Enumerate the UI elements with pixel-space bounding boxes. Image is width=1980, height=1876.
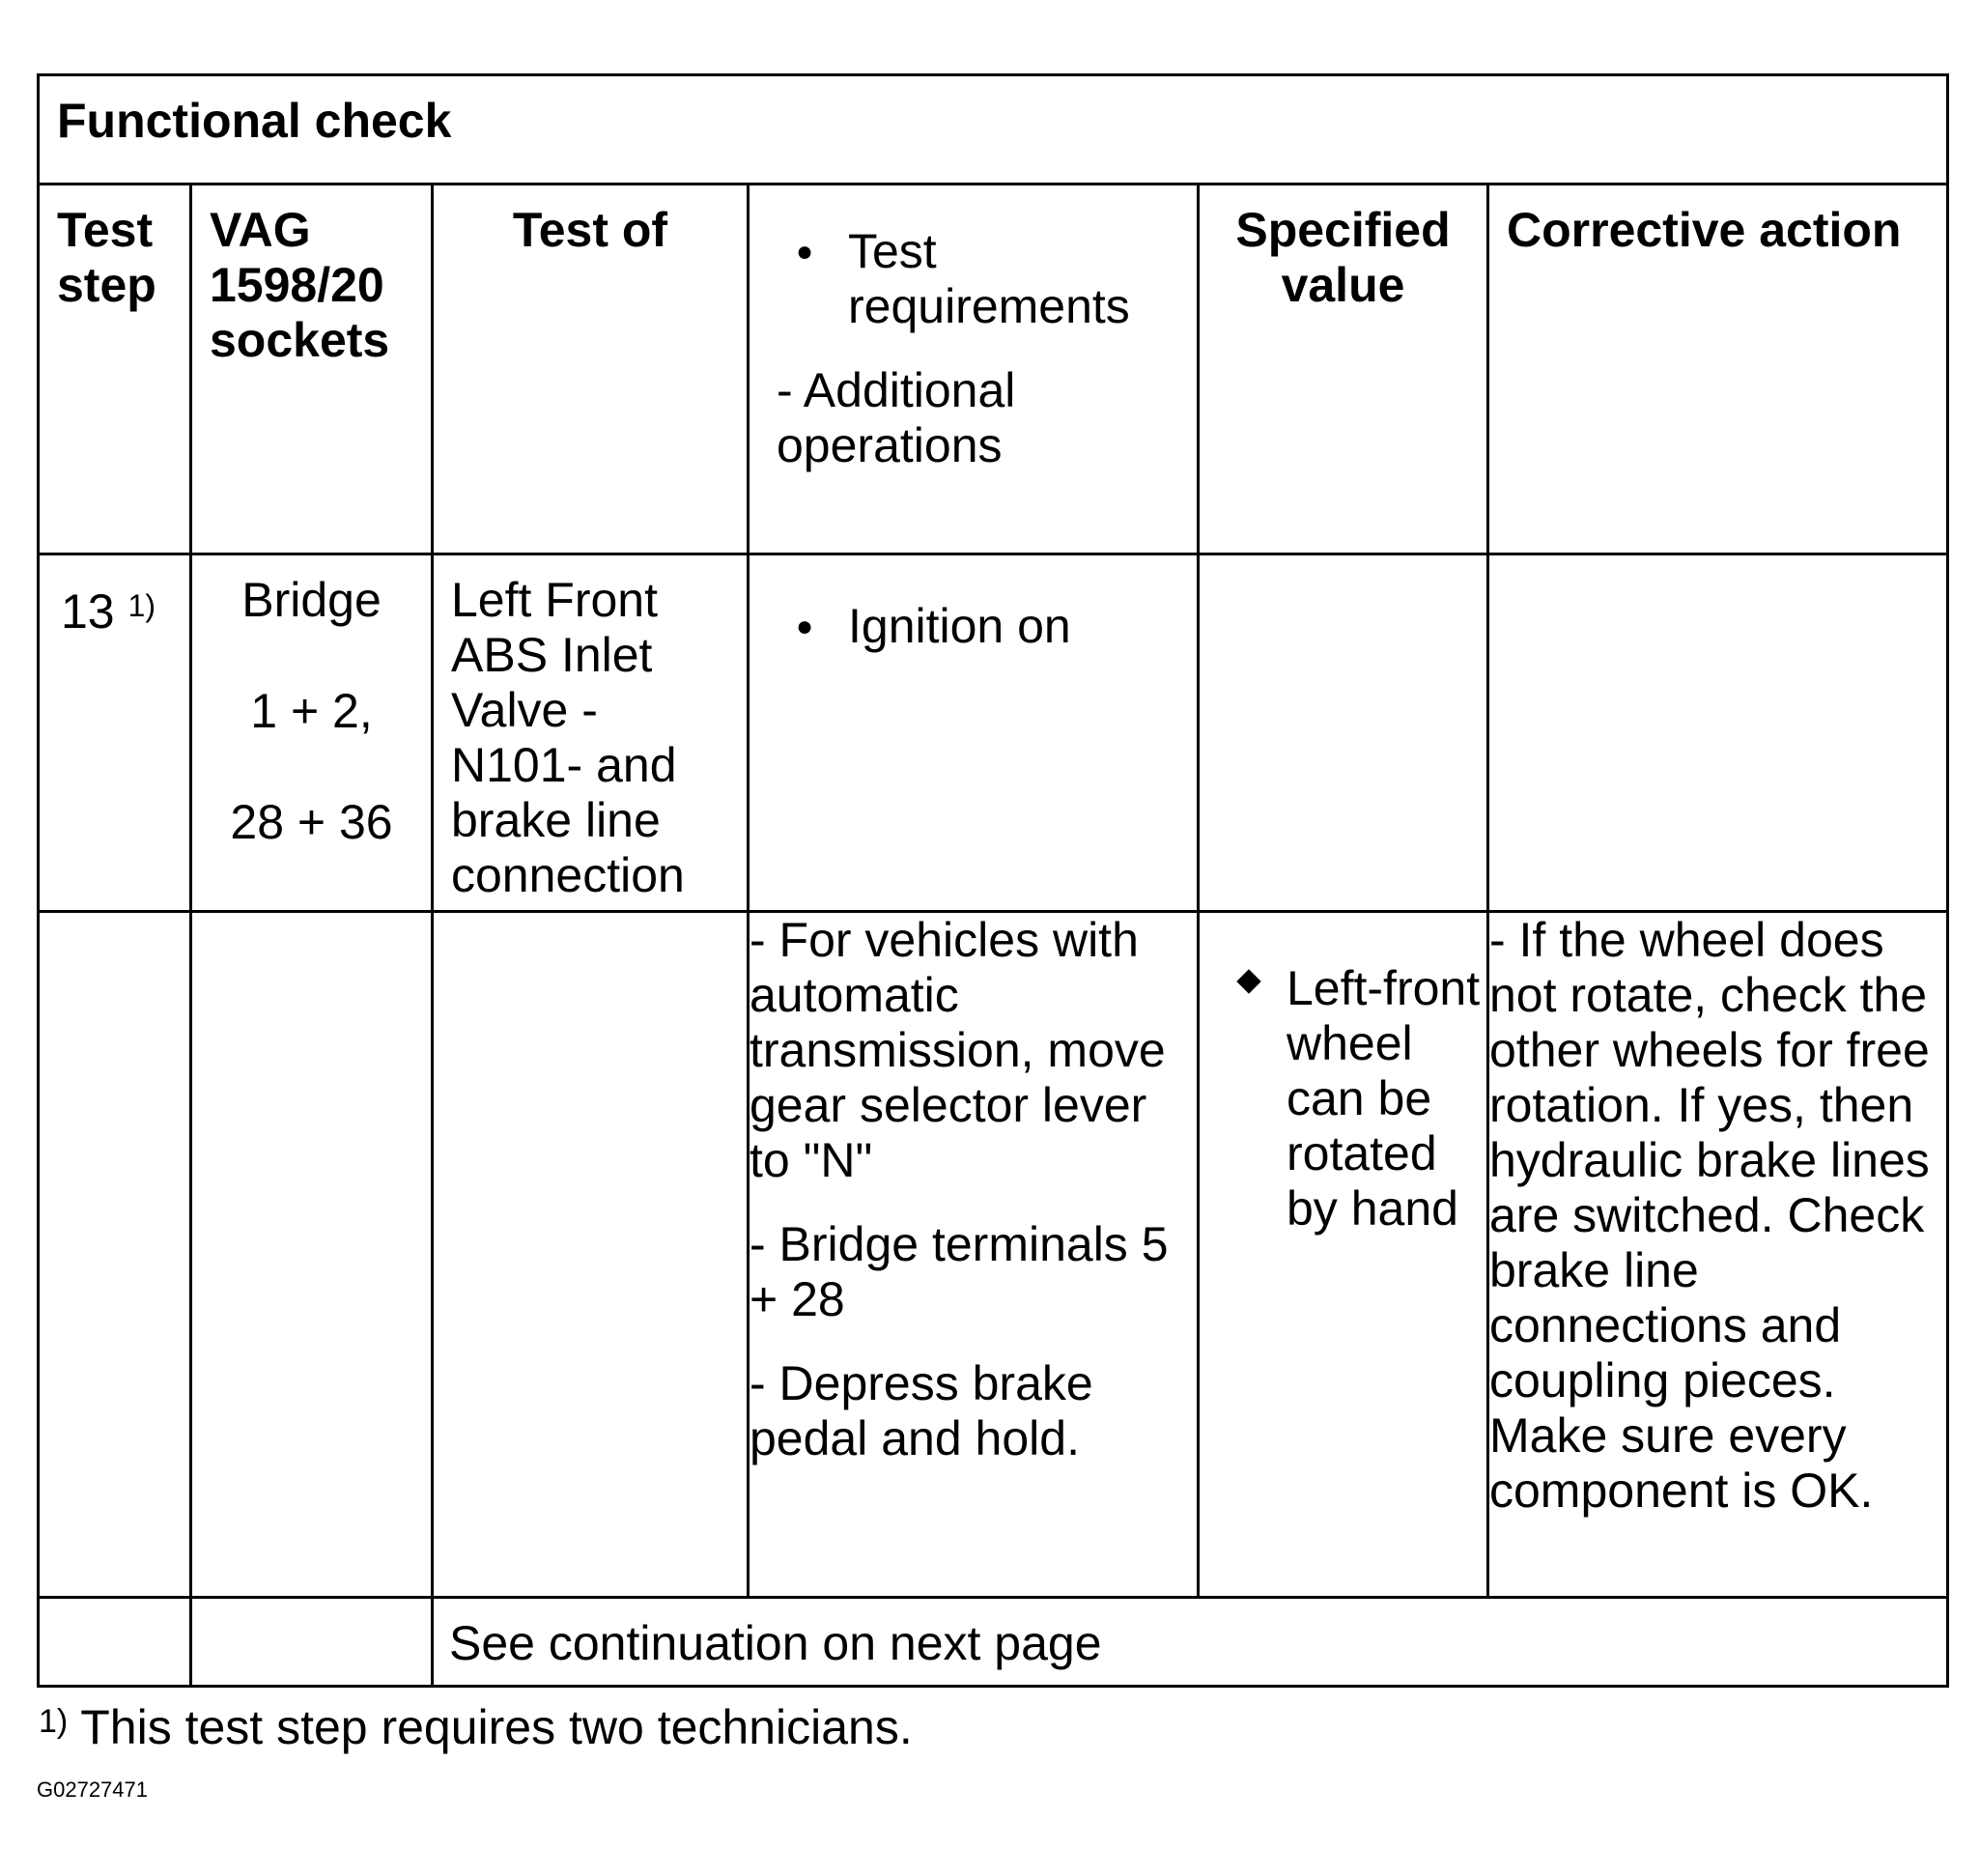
requirements-cell: ● Ignition on <box>749 554 1199 912</box>
sockets-cell: Bridge 1 + 2, 28 + 36 <box>191 554 433 912</box>
footnote-marker: 1) <box>127 588 156 623</box>
table-row <box>39 1598 1948 1687</box>
footnote-text: This test step requires two technicians. <box>80 1700 913 1754</box>
header-row <box>39 185 1948 554</box>
corrective-action-cell: - If the wheel does not rotate, check the other wheels for free rotation. If yes, then hydraulic brake lines are switched. Check brake line connections and coupling pieces. Make sure every component is OK. <box>1488 912 1948 1598</box>
specified-value-cell <box>1199 554 1488 912</box>
test-step-cell <box>39 912 191 1598</box>
header-vag-sockets: VAG 1598/20 sockets <box>191 185 433 554</box>
header-requirements: ● Test requirements - Additional operations <box>749 185 1199 554</box>
header-corrective-action: Corrective action <box>1488 185 1948 554</box>
table-row <box>39 554 1948 912</box>
test-step-cell <box>39 1598 191 1687</box>
header-test-of: Test of <box>433 185 749 554</box>
figure-id: G02727471 <box>37 1777 148 1802</box>
sockets-cell <box>191 912 433 1598</box>
specified-value-cell: Left-front wheel can be rotated by hand <box>1199 912 1488 1598</box>
diamond-bullet-icon <box>1236 969 1260 993</box>
table-row <box>39 912 1948 1598</box>
table-title: Functional check <box>39 75 1948 185</box>
bullet-icon: ● <box>796 236 814 268</box>
continuation-note: See continuation on next page <box>433 1598 1948 1687</box>
functional-check-table <box>37 73 1949 1688</box>
bullet-icon: ● <box>796 611 814 642</box>
test-of-cell: Left Front ABS Inlet Valve -N101- and brake line connection <box>433 554 749 912</box>
sockets-cell <box>191 1598 433 1687</box>
corrective-action-cell <box>1488 554 1948 912</box>
test-step-cell: 13 $^{1)}$ <box>39 554 191 912</box>
footnote <box>39 1698 913 1756</box>
additional-operations-cell: - For vehicles with automatic transmission, move gear selector lever to "N" - Bridge terminals 5 + 28 - Depress brake pedal and hold. <box>749 912 1199 1598</box>
footnote-marker: 1) <box>39 1703 69 1740</box>
header-specified-value: Specified value <box>1199 185 1488 554</box>
test-of-cell <box>433 912 749 1598</box>
header-test-step: Test step <box>39 185 191 554</box>
